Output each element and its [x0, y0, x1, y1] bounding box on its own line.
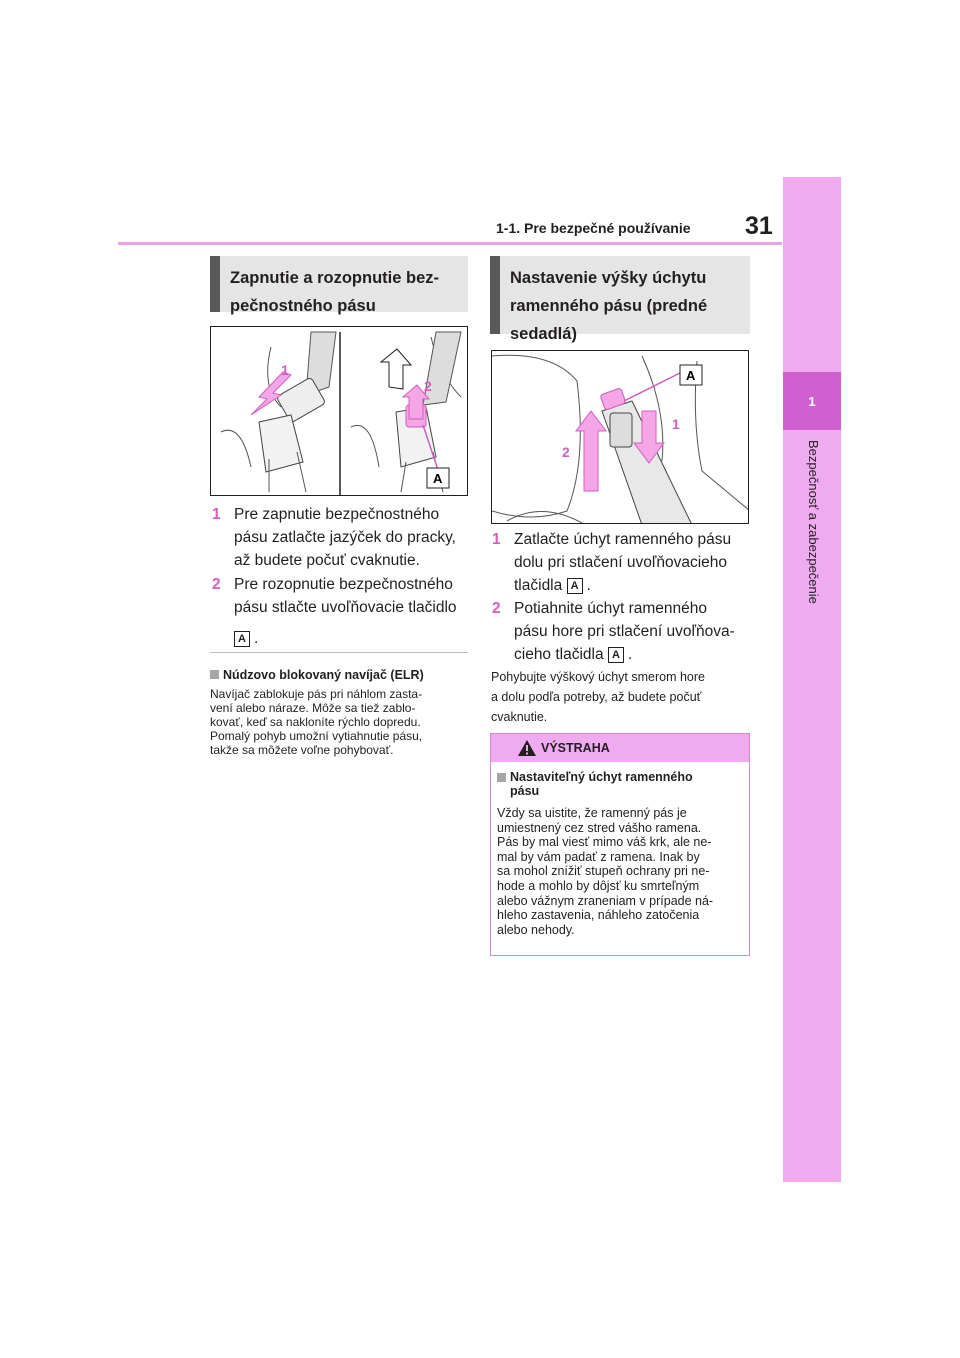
warning-line: alebo vážnym zraneniam v prípade ná- — [497, 893, 714, 908]
step-end: . — [254, 630, 259, 647]
step-text-line — [234, 627, 472, 650]
shoulder-anchor-illustration — [492, 351, 749, 524]
elr-line: Pomalý pohyb umožní vytiahnutie pásu, — [210, 729, 423, 743]
elr-heading — [210, 668, 424, 682]
left-divider — [210, 652, 468, 653]
note-line: Pohybujte výškový úchyt smerom hore — [491, 670, 705, 684]
figure-callout-a: A — [686, 368, 696, 383]
step-text-line: pásu zatlačte jazýček do pracky, — [234, 529, 456, 546]
figure-callout-1: 1 — [281, 362, 289, 378]
warning-header — [491, 734, 749, 762]
step-number: 1 — [212, 506, 221, 523]
step-text-line — [514, 574, 752, 597]
button-a-label: A — [234, 631, 250, 647]
step-text-line: pásu stlačte uvoľňovacie tlačidlo — [234, 599, 457, 616]
left-section-heading — [210, 256, 468, 315]
right-step-1 — [492, 528, 752, 597]
figure-callout-1: 1 — [672, 416, 680, 432]
shoulder-anchor-figure — [491, 350, 749, 524]
note-line: a dolu podľa potreby, až budete počuť — [491, 690, 702, 704]
right-heading-line1: Nastavenie výšky úchytu — [510, 269, 707, 287]
warning-subtitle-line: pásu — [510, 784, 540, 798]
step-text-line: Zatlačte úchyt ramenného pásu — [514, 531, 732, 548]
right-heading-line2: ramenného pásu (predné — [510, 297, 708, 315]
button-a-label: A — [567, 578, 583, 594]
step-text-line: Potiahnite úchyt ramenného — [514, 600, 708, 617]
warning-line: mal by vám padať z ramena. Inak by — [497, 849, 700, 864]
step-text-line: až budete počuť cvaknutie. — [234, 552, 420, 569]
warning-triangle-icon — [517, 739, 537, 757]
button-a-label: A — [608, 647, 624, 663]
chapter-label: Bezpečnosť a zabezpečenie — [806, 440, 821, 604]
warning-line: hleho zastavenia, náhleho zatočenia — [497, 908, 700, 923]
note-line: cvaknutie. — [491, 710, 548, 724]
warning-subheading — [497, 770, 693, 798]
figure-callout-a: A — [433, 471, 443, 486]
height-note — [491, 667, 753, 727]
elr-line: kovať, keď sa nakloníte rýchlo dopredu. — [210, 715, 421, 729]
step-number: 1 — [492, 531, 501, 548]
step-text-line: Pre rozopnutie bezpečnostného — [234, 576, 453, 593]
left-step-2 — [212, 573, 472, 650]
elr-line: Navíjač zablokuje pás pri náhlom zasta- — [210, 687, 423, 701]
warning-text — [497, 806, 749, 937]
warning-line: Vždy sa uistite, že ramenný pás je — [497, 806, 687, 820]
step-text-line: Pre zapnutie bezpečnostného — [234, 506, 440, 523]
left-heading-line1: Zapnutie a rozopnutie bez- — [230, 269, 439, 287]
chapter-number-tab[interactable]: 1 — [783, 372, 841, 430]
warning-line: sa mohol znížiť stupeň ochrany pri ne- — [497, 864, 710, 879]
step-text-line: pásu hore pri stlačení uvoľňova- — [514, 623, 735, 640]
header-rule — [118, 242, 782, 245]
step-number: 2 — [212, 576, 221, 593]
step-text: cieho tlačidla — [514, 646, 604, 663]
seatbelt-buckle-figure — [210, 326, 468, 496]
step-text-line: dolu pri stlačení uvoľňovacieho — [514, 554, 728, 571]
section-title: 1-1. Pre bezpečné používanie — [496, 220, 691, 236]
step-number: 2 — [492, 600, 501, 617]
warning-line: hode a mohlo by dôjsť ku smrteľným — [497, 878, 700, 893]
elr-line: vení alebo náraze. Môže sa tiež zablo- — [210, 701, 416, 715]
elr-line: takže sa môžete voľne pohybovať. — [210, 743, 394, 757]
left-step-1 — [212, 503, 472, 572]
square-bullet-icon — [210, 670, 219, 679]
right-step-2 — [492, 597, 752, 666]
warning-line: Pás by mal viesť mimo váš krk, ale ne- — [497, 835, 712, 850]
right-section-heading — [490, 256, 750, 343]
right-heading-line3: sedadlá) — [510, 325, 577, 343]
left-heading-line2: pečnostného pásu — [230, 297, 376, 315]
elr-title: Núdzovo blokovaný navíjač (ELR) — [223, 668, 424, 682]
square-bullet-icon — [497, 773, 506, 782]
figure-callout-2: 2 — [562, 444, 570, 460]
warning-line: umiestnený cez stred vášho ramena. — [497, 820, 702, 835]
step-end: . — [586, 577, 591, 594]
step-text: tlačidla — [514, 577, 563, 594]
step-end: . — [627, 646, 633, 663]
figure-callout-2: 2 — [424, 378, 432, 394]
elr-text — [210, 687, 472, 757]
chapter-tab-strip — [783, 177, 841, 1182]
step-text-line — [514, 643, 752, 666]
warning-box — [490, 733, 750, 956]
warning-title: VÝSTRAHA — [541, 741, 610, 755]
seatbelt-buckle-illustration — [211, 327, 468, 496]
page-number: 31 — [745, 212, 773, 240]
warning-subtitle-line: Nastaviteľný úchyt ramenného — [510, 770, 693, 784]
warning-line: alebo nehody. — [497, 922, 575, 937]
